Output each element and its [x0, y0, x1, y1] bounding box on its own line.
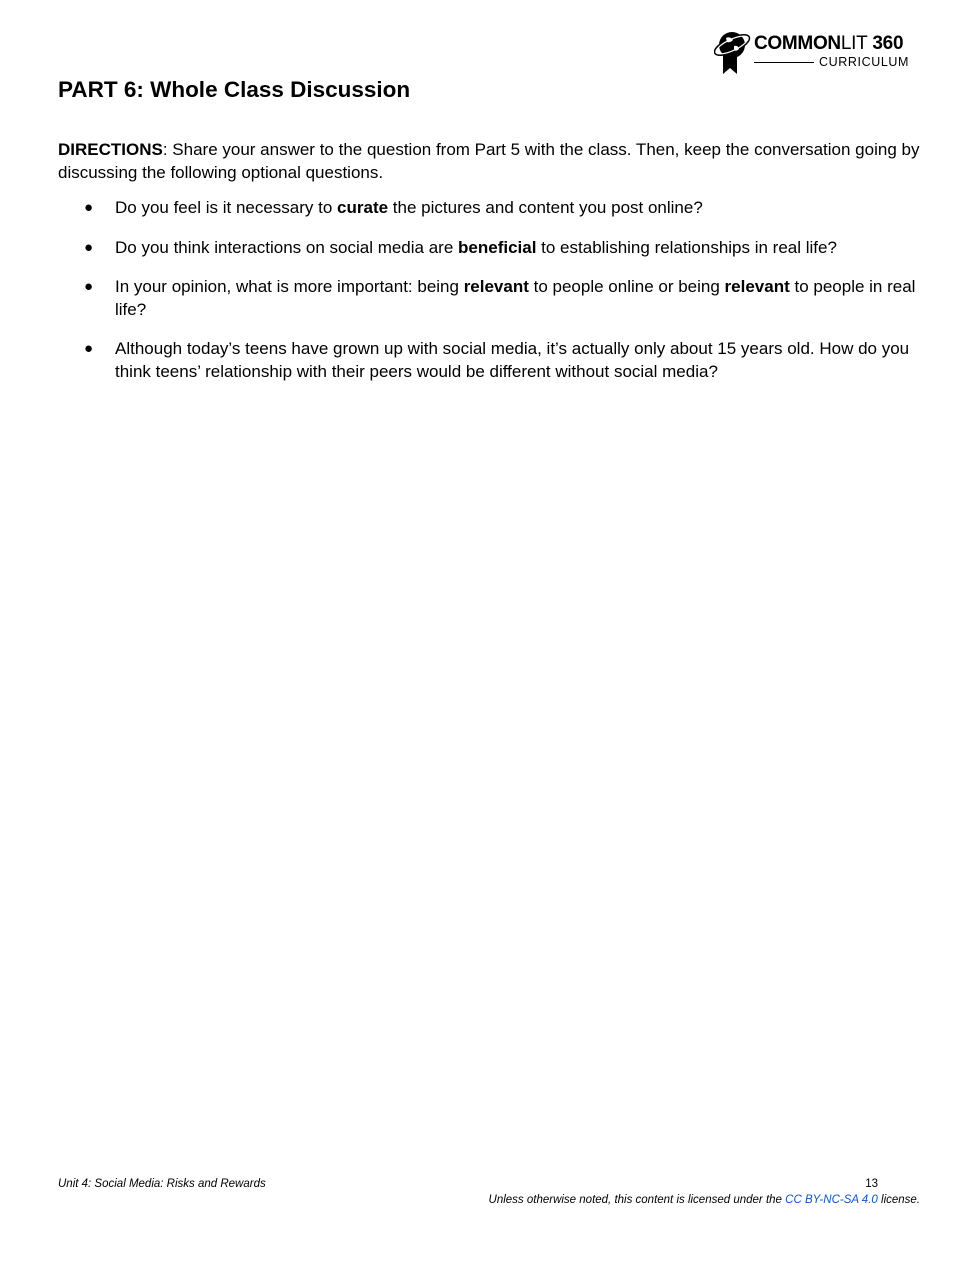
- logo-wordmark: COMMONLIT 360: [754, 33, 904, 54]
- list-item: ● In your opinion, what is more important: being relevant to people online or being relevant to people in real life?: [84, 277, 916, 319]
- page-number: 13: [865, 1178, 878, 1190]
- list-item: ● Do you think interactions on social media are beneficial to establishing relationships in real life?: [58, 237, 924, 260]
- bullet-icon: ●: [84, 278, 94, 295]
- bullet-icon: ●: [84, 199, 94, 216]
- license-link[interactable]: CC BY-NC-SA 4.0: [785, 1194, 878, 1206]
- bullet-icon: ●: [84, 340, 94, 357]
- directions-paragraph: [58, 139, 924, 184]
- directions-label: DIRECTIONS: [58, 140, 163, 159]
- globe-ribbon-icon: [714, 28, 752, 76]
- logo-subtitle: CURRICULUM: [754, 55, 909, 69]
- discussion-questions: [58, 197, 924, 400]
- commonlit-logo: [714, 28, 924, 76]
- page-title: PART 6: Whole Class Discussion: [58, 77, 411, 102]
- directions-text: : Share your answer to the question from Part 5 with the class. Then, keep the conversation going by discussing the following optional questions.: [58, 140, 920, 182]
- logo-rule: [754, 62, 814, 63]
- bullet-icon: ●: [84, 238, 94, 256]
- license-notice: Unless otherwise noted, this content is licensed under the CC BY-NC-SA 4.0 license.: [488, 1194, 920, 1206]
- list-item: ● Although today’s teens have grown up with social media, it’s actually only about 15 years old. How do you think teens’ relationship with their peers would be different without social media?: [84, 339, 910, 381]
- footer-unit-title: Unit 4: Social Media: Risks and Rewards: [58, 1178, 266, 1190]
- list-item: ● Do you feel is it necessary to curate the pictures and content you post online?: [58, 197, 924, 220]
